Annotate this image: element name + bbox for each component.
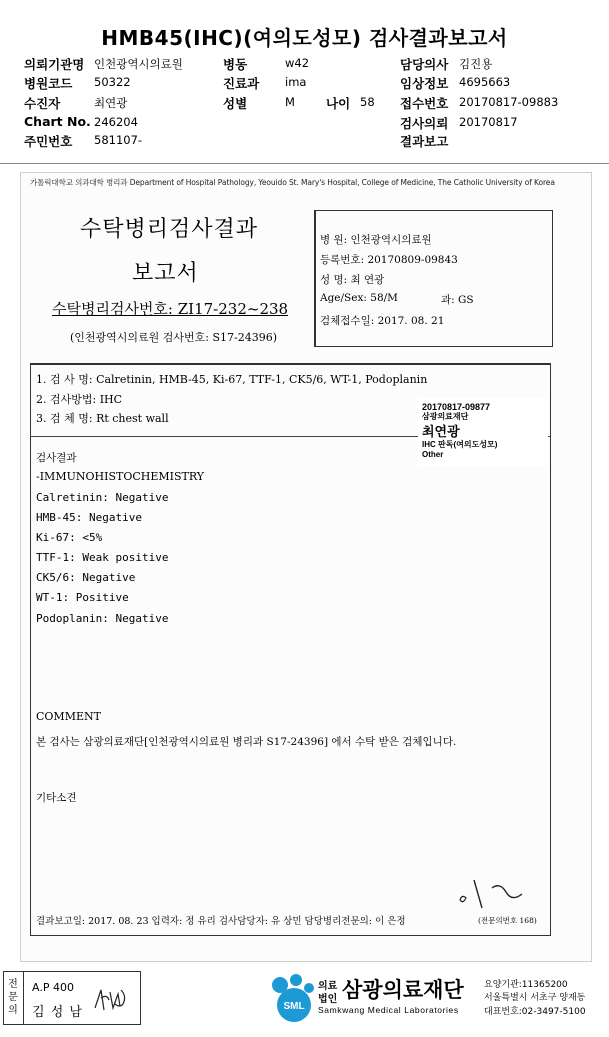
org-prefix-2: 법인 [318, 994, 338, 1005]
org-name: 삼광의료재단 [342, 978, 464, 1002]
stamp-other: Other [422, 450, 444, 459]
receipt-value: 20170817-09883 [459, 95, 559, 109]
patient-label: 수진자 [24, 96, 61, 111]
info-reg-no: 등록번호: 20170809-09843 [320, 254, 458, 266]
stamp-patient: 최연광 [422, 424, 460, 439]
header-row-1 [24, 55, 84, 73]
test-method: 2. 검사방법: IHC [36, 393, 123, 406]
rrn-label: 주민번호 [24, 134, 73, 149]
info-age-sex: Age/Sex: 58/M [320, 292, 398, 304]
specialist-code: A.P 400 [32, 981, 74, 994]
specialist-name: 김 성 남 [32, 1005, 83, 1020]
stamp-receipt: 20170817-09877 [422, 402, 491, 412]
document-title: 수탁병리검사결과 [80, 217, 259, 242]
stamp-test: IHC 판독(여의도성모) [422, 440, 498, 449]
age-value: 58 [360, 95, 375, 109]
source-number: (인천광역시의료원 검사번호: S17-24396) [70, 331, 278, 344]
specialist-box-divider [23, 971, 24, 1025]
test-name: 1. 검 사 명: Calretinin, HMB-45, Ki-67, TTF-1, CK5/6, WT-1, Podoplanin [36, 373, 428, 386]
request-date-value: 20170817 [459, 115, 518, 129]
sml-logo [266, 973, 318, 1023]
pathologist-signature [452, 870, 532, 910]
result-line: Podoplanin: Negative [36, 612, 169, 625]
lab-stamp [418, 398, 548, 466]
hospital-code-label: 병원코드 [24, 76, 73, 91]
chart-value: 246204 [94, 115, 138, 129]
stamp-org: 삼광의료재단 [422, 412, 469, 421]
other-findings: 기타소견 [36, 792, 77, 804]
ward-value: w42 [285, 56, 310, 70]
org-english: Samkwang Medical Laboratories [318, 1005, 459, 1015]
clinical-info-label: 임상정보 [400, 76, 449, 91]
institution-label: 의뢰기관명 [24, 57, 85, 72]
comment-heading: COMMENT [36, 710, 101, 723]
ward-label: 병동 [223, 57, 248, 72]
result-line: TTF-1: Weak positive [36, 551, 169, 564]
org-prefix-1: 의료 [318, 981, 338, 992]
logo-text: SML [283, 1001, 305, 1012]
specialist-label: 전문의 [8, 979, 18, 1016]
patient-value: 최연광 [94, 96, 128, 110]
result-line: Ki-67: <5% [36, 531, 103, 544]
document-title-2: 보고서 [132, 261, 199, 286]
info-hospital: 병 원: 인천광역시의료원 [320, 234, 432, 246]
results-heading: 검사결과 [36, 452, 77, 464]
institution-value: 인천광역시의료원 [94, 57, 183, 71]
consign-number: 수탁병리검사번호: ZI17-232~238 [52, 300, 289, 318]
rrn-value: 581107- [94, 133, 143, 147]
sex-value: M [285, 95, 295, 109]
department-line: 가톨릭대학교 의과대학 병리과 Department of Hospital Pathology, Yeouido St. Mary's Hospital, College of Medicine, The Catholic University of Korea [30, 178, 555, 187]
ihc-heading: -IMMUNOHISTOCHEMISTRY [36, 470, 205, 483]
hospital-code-value: 50322 [94, 75, 131, 89]
result-report-label: 결과보고 [400, 134, 449, 149]
receipt-label: 접수번호 [400, 96, 449, 111]
doctor-label: 담당의사 [400, 57, 449, 72]
result-line: CK5/6: Negative [36, 571, 136, 584]
request-date-label: 검사의뢰 [400, 116, 449, 131]
doctor-value: 김진용 [459, 57, 493, 71]
contact-2: 서울특별시 서초구 양재동 [484, 993, 586, 1003]
info-dept: 과: GS [441, 294, 474, 306]
specialist-signature [92, 984, 134, 1016]
result-line: WT-1: Positive [36, 591, 129, 604]
report-footer-line: 결과보고일: 2017. 08. 23 입력자: 정 유리 검사담당자: 유 상민 담당병리전문의: 이 은정 [36, 916, 406, 927]
contact-1: 요양기관:11365200 [484, 980, 568, 990]
result-line: HMB-45: Negative [36, 511, 142, 524]
dept-value: ima [285, 75, 307, 89]
clinical-info-value: 4695663 [459, 75, 511, 89]
report-title: HMB45(IHC)(여의도성모) 검사결과보고서 [101, 26, 508, 50]
comment-text: 본 검사는 삼광의료재단[인천광역시의료원 병리과 S17-24396] 에서 수탁 받은 검체입니다. [36, 736, 457, 748]
info-name: 성 명: 최 연광 [320, 274, 385, 286]
chart-label: Chart No. [24, 114, 91, 129]
dept-label: 진료과 [223, 76, 260, 91]
info-received: 검체접수일: 2017. 08. 21 [320, 315, 445, 327]
header-divider [0, 163, 609, 164]
license-number: (전문의번호 168) [478, 916, 537, 925]
contact-3: 대표번호:02-3497-5100 [484, 1007, 586, 1017]
specimen: 3. 검 체 명: Rt chest wall [36, 412, 169, 425]
sex-label: 성별 [223, 96, 248, 111]
age-label: 나이 [326, 96, 351, 111]
result-line: Calretinin: Negative [36, 491, 169, 504]
